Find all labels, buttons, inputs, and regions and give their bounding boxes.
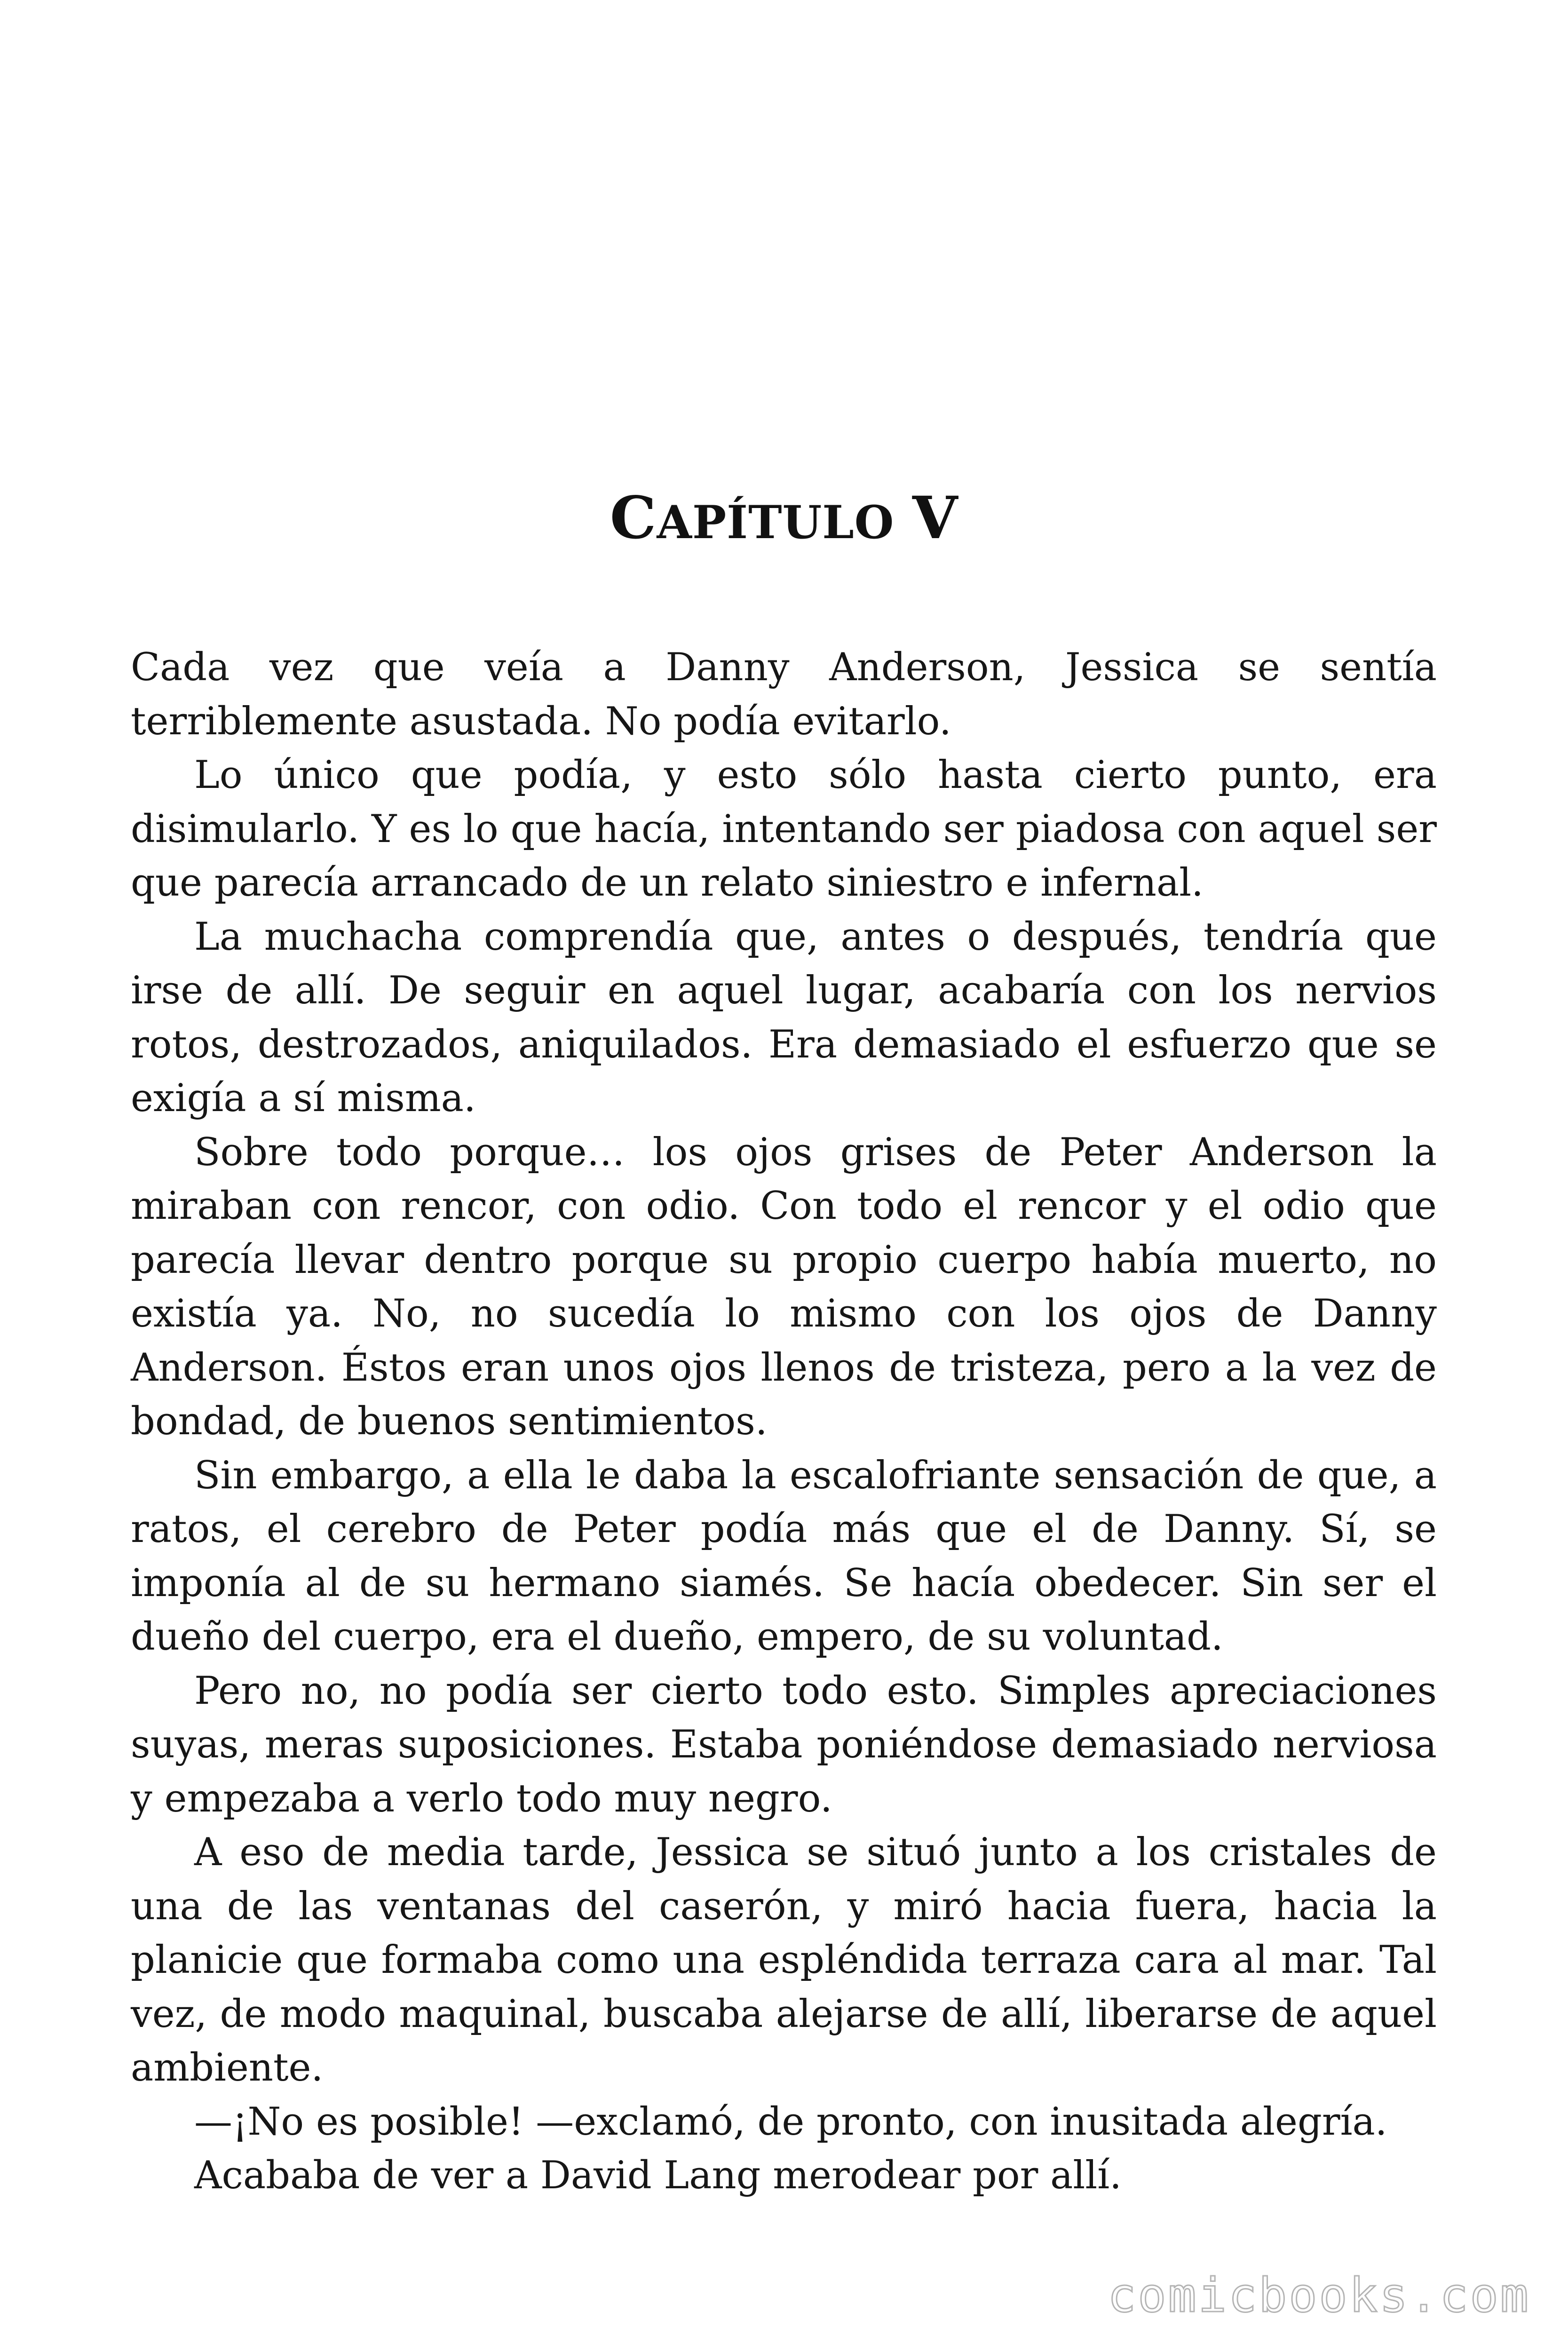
chapter-title-numeral: V (912, 484, 958, 553)
chapter-title-word: APÍTULO (657, 496, 895, 549)
paragraph: Acababa de ver a David Lang merodear por allí. (194, 2153, 1122, 2198)
paragraph: —¡No es posible! —exclamó, de pronto, con inusitada alegría. (194, 2099, 1387, 2144)
chapter-title-initial: C (610, 484, 657, 553)
paragraph: Sobre todo porque… los ojos grises de Peter Anderson la miraban con rencor, con odio. Con todo el rencor y el odio que parecía llevar dentro porque su propio cuerpo había muerto, no existía ya. No, no sucedía lo mismo con los ojos de Danny Anderson. Éstos eran unos ojos llenos de tristeza, pero a la vez de bondad, de buenos sentimientos. (131, 1130, 1437, 1444)
paragraph: Pero no, no podía ser cierto todo esto. Simples apreciaciones suyas, meras suposiciones. Estaba poniéndose demasiado nerviosa y empezaba a verlo todo muy negro. (131, 1669, 1437, 1821)
chapter-body (131, 641, 1437, 2203)
chapter-title (0, 485, 1568, 556)
paragraph: A eso de media tarde, Jessica se situó junto a los cristales de una de las ventanas del caserón, y miró hacia fuera, hacia la planicie que formaba como una espléndida terraza cara al mar. Tal vez, de modo maquinal, buscaba alejarse de allí, liberarse de aquel ambiente. (131, 1830, 1437, 2090)
paragraph: Sin embargo, a ella le daba la escalofriante sensación de que, a ratos, el cerebro de Peter podía más que el de Danny. Sí, se imponía al de su hermano siamés. Se hacía obedecer. Sin ser el dueño del cuerpo, era el dueño, empero, de su voluntad. (131, 1453, 1437, 1659)
paragraph: La muchacha comprendía que, antes o después, tendría que irse de allí. De seguir en aquel lugar, acabaría con los nervios rotos, destrozados, aniquilados. Era demasiado el esfuerzo que se exigía a sí misma. (131, 914, 1437, 1120)
paragraph: Lo único que podía, y esto sólo hasta cierto punto, era disimularlo. Y es lo que hacía, intentando ser piadosa con aquel ser que parecía arrancado de un relato siniestro e infernal. (131, 753, 1437, 905)
watermark: comicbooks.com (1108, 2268, 1530, 2323)
paragraph: Cada vez que veía a Danny Anderson, Jessica se sentía terriblemente asustada. No podía evitarlo. (131, 645, 1437, 744)
